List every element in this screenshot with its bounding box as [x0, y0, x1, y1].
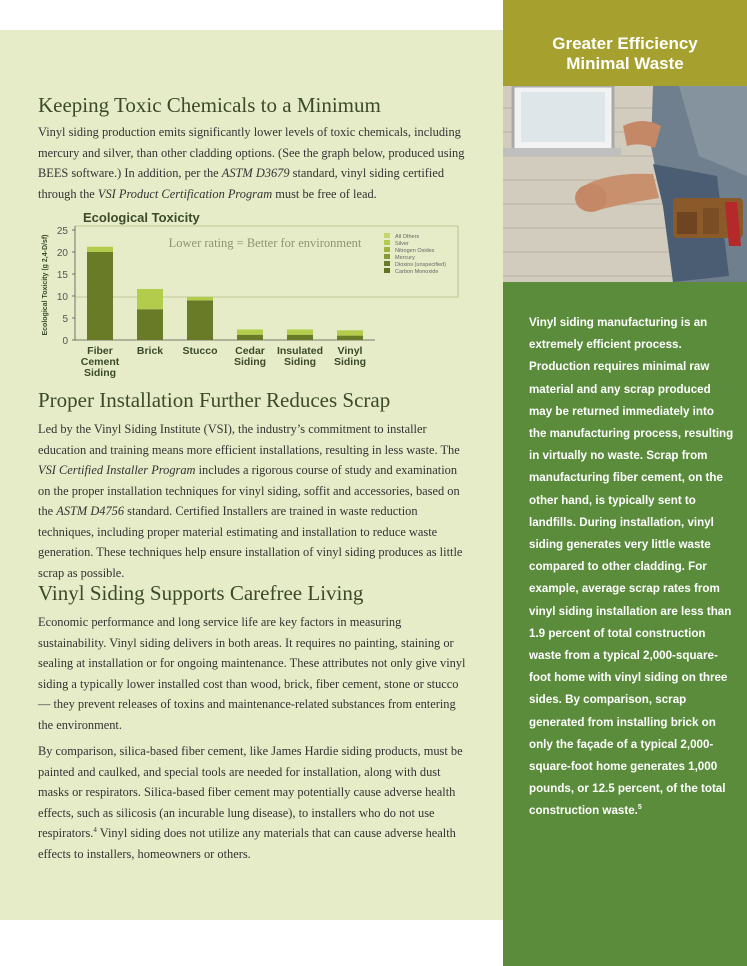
category-label-4-line-1: Cedar	[235, 345, 265, 357]
sidebar-header-line1: Greater Efficiency	[552, 34, 698, 53]
section1-text-e: must be free of lead.	[272, 186, 377, 201]
sidebar-header	[503, 0, 747, 86]
legend-label-5: Dioxins (unspecified)	[395, 262, 447, 268]
legend-label-6: Carbon Monoxide	[395, 269, 439, 275]
bar-3-dioxins-unspecified-	[187, 300, 213, 340]
y-tick-label-0: 0	[62, 336, 68, 347]
section1-text-d: VSI Product Certification Program	[97, 186, 273, 201]
section3-heading: Vinyl Siding Supports Carefree Living	[38, 581, 364, 605]
section3-paragraph1: Economic performance and long service life are key factors in measuring sustainability. Vinyl siding delivers in both areas. It requires no painting, staining or sealing at installation or for ongoing maintenance. These attributes not only give vinyl siding a typically lower installed cost than wood, brick, fiber cement, stone or stucco — they prevent releases of toxins and maintenance-related substances from entering the environment.	[38, 615, 466, 732]
bar-2-silver	[137, 289, 163, 309]
section2-paragraph	[38, 419, 468, 583]
section2-heading: Proper Installation Further Reduces Scrap	[38, 388, 391, 412]
sidebar-header-line2: Minimal Waste	[566, 54, 684, 73]
section1-text-b: ASTM D3679	[221, 166, 290, 180]
section2-text-b: VSI Certified Installer Program	[38, 463, 196, 477]
bar-3-silver	[187, 297, 213, 301]
installer-photo	[503, 86, 747, 282]
category-label-2-line-1: Brick	[136, 345, 164, 357]
category-label-5-line-1: Insulated	[276, 345, 324, 357]
category-label-4-line-2: Siding	[233, 356, 267, 368]
legend-label-1: All Others	[395, 234, 420, 240]
chart-annotation: Lower rating = Better for environment	[168, 236, 362, 250]
category-label-1-line-3: Siding	[83, 367, 117, 379]
section3-text-a: By comparison, silica-based fiber cement, like James Hardie siding products, must be painted and caulked, and special tools are needed for installation, along with dust masks or respirators. Silica-based fiber cement may potentially cause adverse health effects, such as silicosis (an incurable lung disease), to installers who do not use respirators.	[38, 744, 463, 840]
bar-6-dioxins-unspecified-	[337, 336, 363, 340]
section1-paragraph	[38, 122, 468, 204]
section1-text-c: standard, vinyl siding certified through the	[38, 166, 445, 201]
legend-swatch-2	[384, 240, 390, 245]
section2-text-a: Led by the Vinyl Siding Institute (VSI), the industry’s commitment to installer education and training means more efficient installations, resulting in less waste. The	[38, 422, 460, 457]
bar-5-dioxins-unspecified-	[287, 335, 313, 340]
section2-text-c: includes a rigorous course of study and examination on the proper installation techniques for vinyl siding, soffit and accessories, based on the	[38, 463, 460, 518]
category-label-1-line-1: Fiber	[87, 345, 113, 357]
category-label-6-line-2: Siding	[333, 356, 367, 368]
sidebar-text-main: Vinyl siding manufacturing is an extremely efficient process. Production requires minimal raw material and any scrap produced may be returned immediately into the manufacturing process, resulting in virtually no waste. Scrap from manufacturing fiber cement, on the other hand, is typically sent to landfills. During installation, vinyl siding generates very little waste compared to other cladding. For example, average scrap rates from vinyl siding installation are less than 1.9 percent of total construction waste from a typical 2,000-square-foot home with vinyl siding on three sides. By comparison, scrap generated from installing brick on only the façade of a typical 2,000-square-foot home generates 1,000 pounds, or 12.5 percent, of the total construction waste.	[529, 316, 734, 818]
bar-4-dioxins-unspecified-	[237, 335, 263, 340]
section2-text-e: standard. Certified Installers are trained in waste reduction techniques, including proper material estimating and installation to reduce waste generation. These techniques help ensure installation of vinyl siding produces as little scrap as possible.	[38, 504, 463, 580]
legend-swatch-3	[384, 247, 390, 252]
bar-4-silver	[237, 329, 263, 334]
sidebar-body-text	[529, 312, 734, 823]
legend-swatch-5	[384, 261, 390, 266]
category-label-3-line-1: Stucco	[182, 345, 218, 357]
y-tick-label-10: 10	[56, 292, 68, 303]
legend-swatch-1	[384, 233, 390, 238]
legend-label-2: Silver	[395, 241, 409, 247]
category-label-5-line-2: Siding	[283, 356, 317, 368]
bar-6-silver	[337, 330, 363, 335]
section1-text-a: Vinyl siding production emits significantly lower levels of toxic chemicals, including mercury and silver, than other cladding options. (See the graph below, produced using BEES software.) In addition, per the	[38, 125, 465, 180]
y-tick-label-25: 25	[56, 226, 68, 237]
section3-footnote: 4	[93, 825, 97, 834]
section3-text-b: Vinyl siding does not utilize any materials that can cause adverse health effects to installers, homeowners or others.	[38, 826, 456, 861]
sidebar-footnote: 5	[637, 804, 642, 812]
legend-label-3: Nitrogen Oxides	[395, 248, 435, 254]
category-label-1-line-2: Cement	[80, 356, 120, 368]
section3-paragraph2	[38, 741, 468, 864]
section2-text-d: ASTM D4756	[56, 504, 125, 518]
chart-title: Ecological Toxicity	[83, 210, 200, 225]
bar-2-dioxins-unspecified-	[137, 309, 163, 340]
legend-swatch-4	[384, 254, 390, 259]
y-tick-label-20: 20	[56, 248, 68, 259]
installer-photo-illustration	[503, 86, 747, 282]
y-tick-label-15: 15	[56, 270, 68, 281]
legend-label-4: Mercury	[395, 255, 415, 261]
bar-1-silver	[87, 247, 113, 252]
legend-swatch-6	[384, 268, 390, 273]
category-label-6-line-1: Vinyl	[337, 345, 363, 357]
section1-heading: Keeping Toxic Chemicals to a Minimum	[38, 93, 381, 117]
y-axis-label: Ecological Toxicity (g 2,4-D/sf)	[42, 234, 49, 336]
bar-1-dioxins-unspecified-	[87, 252, 113, 340]
bar-5-silver	[287, 329, 313, 334]
ecological-toxicity-chart	[0, 200, 503, 380]
chart-svg	[0, 200, 503, 380]
y-tick-label-5: 5	[62, 314, 68, 325]
